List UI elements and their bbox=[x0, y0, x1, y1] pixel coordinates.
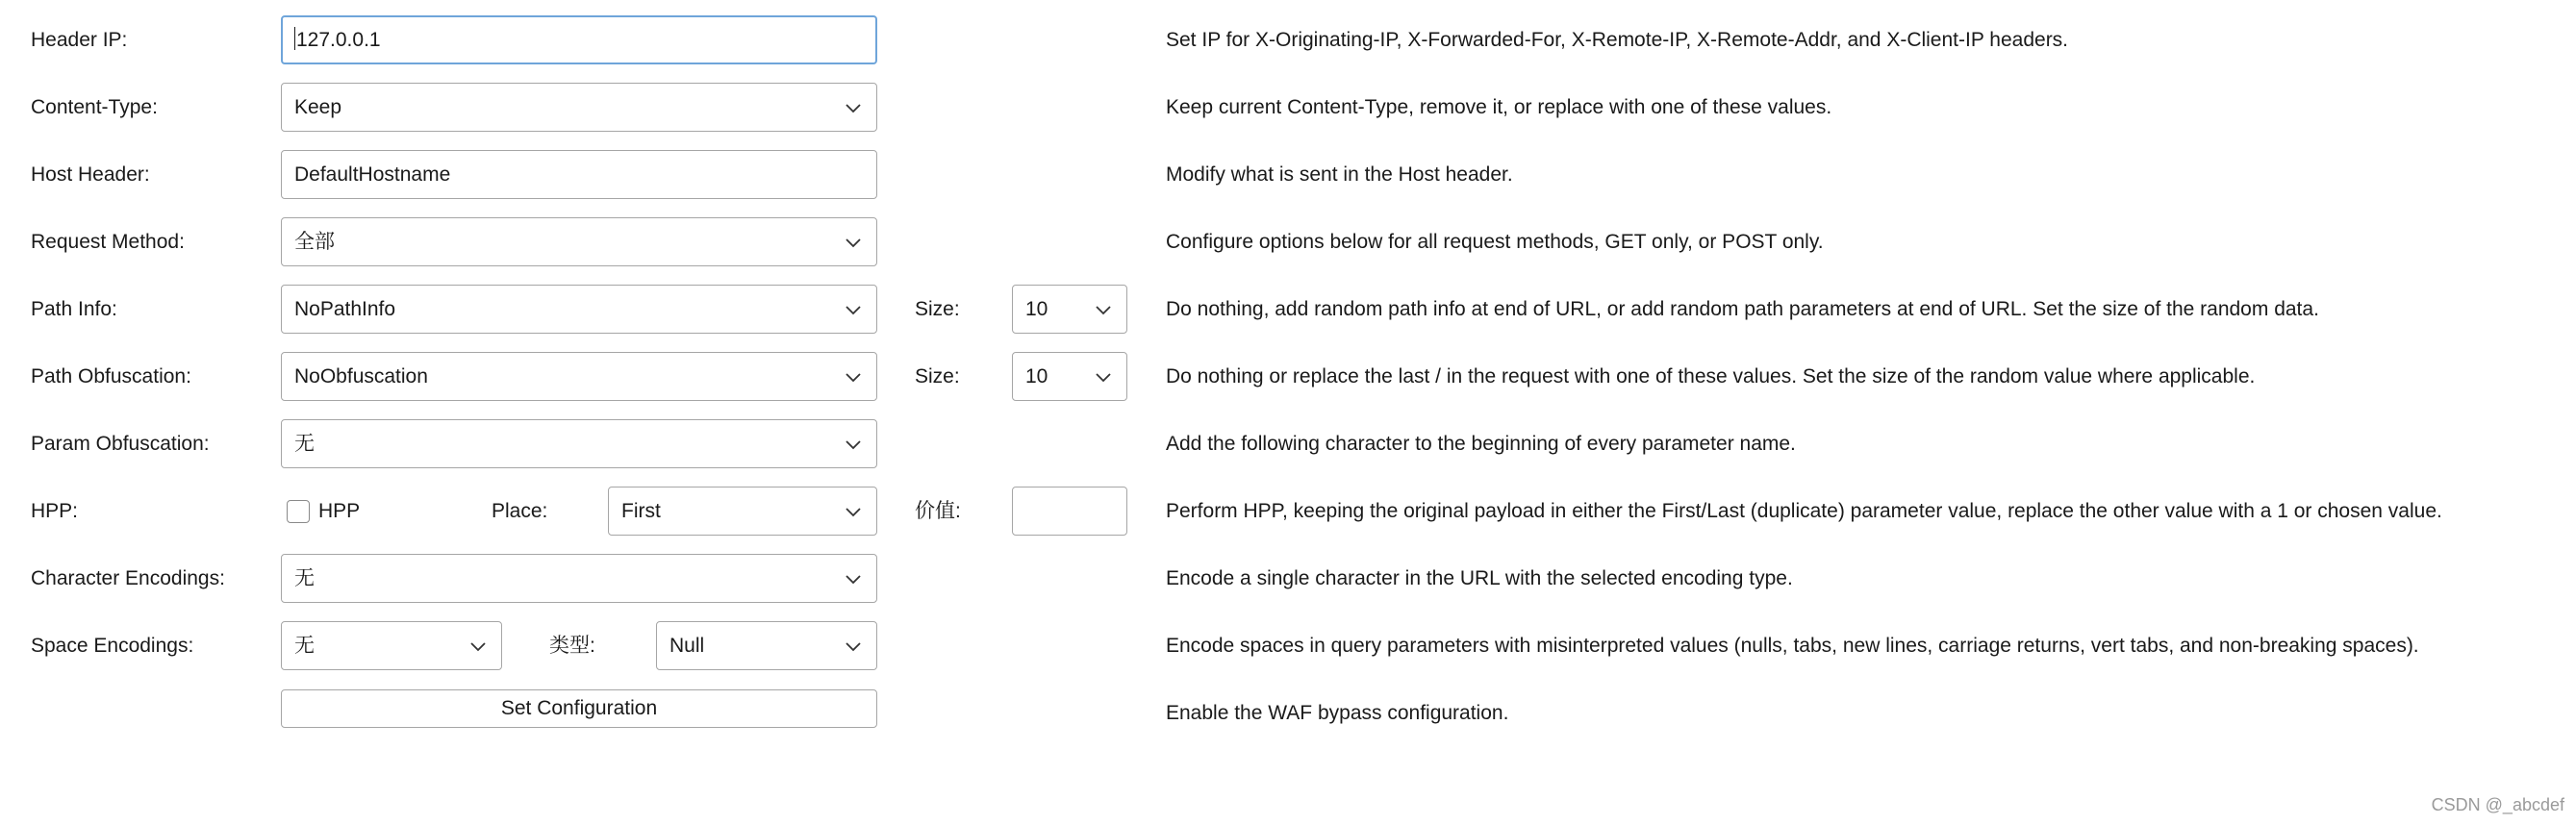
space-encodings-type-label: 类型: bbox=[549, 635, 595, 657]
request-method-select[interactable] bbox=[281, 217, 877, 266]
hpp-label: HPP: bbox=[31, 500, 79, 522]
character-encodings-select[interactable] bbox=[281, 554, 877, 603]
chevron-down-icon bbox=[844, 569, 863, 588]
hpp-place-select[interactable] bbox=[608, 487, 877, 536]
content-type-select[interactable] bbox=[281, 83, 877, 132]
chevron-down-icon bbox=[844, 502, 863, 521]
space-encodings-description: Encode spaces in query parameters with misinterpreted values (nulls, tabs, new lines, carriage returns, vert tabs, and non-breaking spaces). bbox=[1166, 635, 2419, 657]
param-obfuscation-description: Add the following character to the beginning of every parameter name. bbox=[1166, 433, 1796, 455]
path-obfuscation-value: NoObfuscation bbox=[294, 365, 428, 388]
request-method-label: Request Method: bbox=[31, 231, 185, 253]
hpp-place-label: Place: bbox=[492, 500, 548, 522]
request-method-description: Configure options below for all request methods, GET only, or POST only. bbox=[1166, 231, 1824, 253]
param-obfuscation-select[interactable] bbox=[281, 419, 877, 468]
header-ip-description: Set IP for X-Originating-IP, X-Forwarded-For, X-Remote-IP, X-Remote-Addr, and X-Client-IP headers. bbox=[1166, 29, 2069, 51]
path-info-size-label: Size: bbox=[915, 298, 960, 320]
host-header-description: Modify what is sent in the Host header. bbox=[1166, 163, 1513, 186]
host-header-input[interactable] bbox=[281, 150, 877, 199]
request-method-value: 全部 bbox=[294, 231, 335, 253]
path-obfuscation-select[interactable] bbox=[281, 352, 877, 401]
hpp-checkbox[interactable] bbox=[287, 488, 360, 536]
chevron-down-icon bbox=[844, 233, 863, 252]
content-type-label: Content-Type: bbox=[31, 96, 158, 118]
path-info-value: NoPathInfo bbox=[294, 298, 396, 320]
path-info-size-select[interactable] bbox=[1012, 285, 1127, 334]
space-encodings-value: 无 bbox=[294, 635, 315, 657]
hpp-description: Perform HPP, keeping the original payload in either the First/Last (duplicate) parameter value, replace the other value with a 1 or chosen value. bbox=[1166, 500, 2442, 522]
watermark: CSDN @_abcdef bbox=[2431, 795, 2564, 814]
path-info-description: Do nothing, add random path info at end of URL, or add random path parameters at end of URL. Set the size of the random data. bbox=[1166, 298, 2319, 320]
content-type-description: Keep current Content-Type, remove it, or replace with one of these values. bbox=[1166, 96, 1832, 118]
header-ip-input[interactable] bbox=[281, 15, 877, 64]
path-obfuscation-size-value: 10 bbox=[1025, 365, 1048, 388]
set-configuration-description: Enable the WAF bypass configuration. bbox=[1166, 702, 1509, 724]
space-encodings-select[interactable] bbox=[281, 621, 502, 670]
space-encodings-label: Space Encodings: bbox=[31, 635, 194, 657]
character-encodings-description: Encode a single character in the URL with the selected encoding type. bbox=[1166, 567, 1793, 589]
chevron-down-icon bbox=[844, 367, 863, 387]
param-obfuscation-value: 无 bbox=[294, 433, 315, 455]
hpp-place-value: First bbox=[621, 500, 661, 522]
hpp-value-label: 价值: bbox=[915, 500, 961, 522]
chevron-down-icon bbox=[844, 98, 863, 117]
header-ip-label: Header IP: bbox=[31, 29, 128, 51]
hpp-value-input[interactable] bbox=[1012, 487, 1127, 536]
chevron-down-icon bbox=[844, 637, 863, 656]
path-obfuscation-size-label: Size: bbox=[915, 365, 960, 388]
header-ip-value: 127.0.0.1 bbox=[296, 29, 381, 51]
chevron-down-icon bbox=[468, 637, 488, 656]
checkbox-unchecked-icon[interactable] bbox=[287, 500, 310, 523]
path-obfuscation-label: Path Obfuscation: bbox=[31, 365, 191, 388]
path-info-size-value: 10 bbox=[1025, 298, 1048, 320]
chevron-down-icon bbox=[844, 300, 863, 319]
character-encodings-label: Character Encodings: bbox=[31, 567, 225, 589]
content-type-value: Keep bbox=[294, 96, 342, 118]
chevron-down-icon bbox=[1094, 300, 1113, 319]
hpp-checkbox-label: HPP bbox=[318, 500, 361, 522]
character-encodings-value: 无 bbox=[294, 567, 315, 589]
path-obfuscation-size-select[interactable] bbox=[1012, 352, 1127, 401]
host-header-label: Host Header: bbox=[31, 163, 150, 186]
param-obfuscation-label: Param Obfuscation: bbox=[31, 433, 210, 455]
set-configuration-button[interactable]: Set Configuration bbox=[281, 689, 877, 728]
space-encodings-type-value: Null bbox=[669, 635, 705, 657]
text-caret bbox=[294, 27, 295, 50]
host-header-value: DefaultHostname bbox=[294, 163, 451, 186]
space-encodings-type-select[interactable] bbox=[656, 621, 877, 670]
path-info-select[interactable] bbox=[281, 285, 877, 334]
path-info-label: Path Info: bbox=[31, 298, 117, 320]
chevron-down-icon bbox=[1094, 367, 1113, 387]
path-obfuscation-description: Do nothing or replace the last / in the request with one of these values. Set the size of the random value where applicable. bbox=[1166, 365, 2256, 388]
chevron-down-icon bbox=[844, 435, 863, 454]
